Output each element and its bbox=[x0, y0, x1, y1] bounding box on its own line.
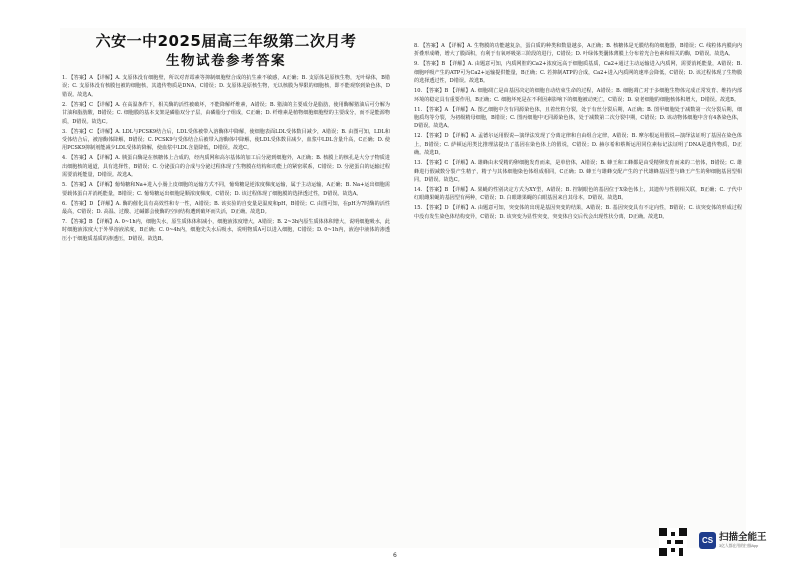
answer-item: 11. 【答案】A 【详解】A. 图乙细胞中含有同源染色体，且着丝粒分裂，处于有丝分裂后期，A正确；B. 图甲细胞处于减数第一次分裂后期，细胞质均等分裂，为初级精母细胞，B错误；C. 图丙细胞中无同源染色体，处于减数第二次分裂中期，C错误；D. 该动物体细胞中含有4条染色体，D错误。故选A。 bbox=[414, 106, 742, 130]
answer-item: 4. 【答案】A 【详解】A. 胰蛋白酶是在核糖体上合成的，经内质网和高尔基体的加工后分泌到细胞外，A正确；B. 核膜上的核孔是大分子物质进出细胞核的通道，具有选择性，B错误；C. 分泌蛋白的合成与分泌过程体现了生物膜在结构和功能上的紧密联系，C错误；D. 分泌蛋白的运输过程需要消耗能量，D错误。故选A。 bbox=[62, 155, 390, 179]
scanner-logo-icon: CS bbox=[699, 532, 716, 549]
answer-item: 6. 【答案】D 【详解】A. 酶的催化具有高效性和专一性，A错误；B. 该实验的自变量是温度和pH，B错误；C. 由图可知，在pH为7时酶的活性最高，C错误；D. 高温、过酸、过碱都会使酶的空间结构遭到破坏而失活，D正确。故选D。 bbox=[62, 200, 390, 216]
left-column bbox=[62, 28, 390, 245]
answer-item: 1. 【答案】A 【详解】A. 支原体没有细胞壁，所以对青霉素等抑制细胞壁合成的抗生素不敏感，A正确；B. 支原体是原核生物，无叶绿体，B错误；C. 支原体没有核膜包被的细胞核，其遗传物质是DNA，C错误；D. 支原体是原核生物，无以核膜为界限的细胞核，即不能观察到染色体，D错误。故选A。 bbox=[62, 75, 390, 98]
answer-item: 8. 【答案】A 【详解】A. 生物膜的功能越复杂，蛋白质的种类和数量越多，A正确；B. 核糖体是无膜结构的细胞器，B错误；C. 线粒体内膜向内折叠形成嵴，增大了膜面积，有利于有氧呼吸第三阶段的进行，C错误；D. 叶绿体类囊体薄膜上分布着光合色素和相关的酶，D错误。故选A。 bbox=[414, 43, 742, 58]
answer-item: 10. 【答案】B 【详解】A. 细胞凋亡是由基因决定的细胞自动结束生命的过程，A错误；B. 细胞凋亡对于多细胞生物体完成正常发育、维持内部环境的稳定具有重要作用，B正确；C. 细胞坏死是在不利因素影响下的细胞被动死亡，C错误；D. 衰老细胞的细胞核体积增大，D错误。故选B。 bbox=[414, 88, 742, 103]
qr-code-icon bbox=[659, 528, 687, 556]
answer-sheet-page bbox=[60, 28, 746, 548]
answer-item: 7. 【答案】B 【详解】A. 0~1h内，细胞失水，原生质体体积减小，细胞液浓度增大，A错误；B. 2~3h内原生质体体积增大，说明细胞吸水，此时细胞液浓度大于外界溶液浓度，B正确；C. 0~4h内，细胞先失水后吸水，说明物质A可以进入细胞，C错误；D. 0~1h内，液泡中液体的渗透压小于细胞质基质的渗透压，D错误。故选B。 bbox=[62, 219, 390, 242]
answer-item: 2. 【答案】C 【详解】A. 在高温条件下，相关酶的活性被破坏，不能降解纤维素，A错误；B. 猪油的主要成分是脂肪，使用酶解猪油后可分解为甘油和脂肪酸，B错误；C. 细胞膜的基本支架是磷脂双分子层，由磷脂分子组成，C正确；D. 纤维素是植物细胞细胞壁的主要成分，而不是能源物质，D错误。故选C。 bbox=[62, 101, 390, 125]
answer-item: 12. 【答案】D 【详解】A. 孟德尔运用假说—演绎法发现了分离定律和自由组合定律，A错误；B. 摩尔根运用假说—演绎法证明了基因在染色体上，B错误；C. 萨顿运用类比推理法提出了基因在染色体上的假说，C错误；D. 赫尔希和蔡斯运用同位素标记法证明了DNA是遗传物质，D正确。故选D。 bbox=[414, 133, 742, 157]
answer-item: 13. 【答案】C 【详解】A. 雄蜂由未受精的卵细胞发育而来，是单倍体，A错误；B. 蜂王和工蜂都是由受精卵发育而来的二倍体，B错误；C. 雄蜂进行假减数分裂产生精子，精子与其体细胞染色体组成相同，C正确；D. 蜂王与雄蜂交配产生的子代雄蜂基因型与蜂王产生的卵细胞基因型相同，D错误。故选C。 bbox=[414, 160, 742, 184]
answer-item: 14. 【答案】B 【详解】A. 果蝇的性别决定方式为XY型，A错误；B. 控制眼色的基因位于X染色体上，其遗传与性别相关联，B正确；C. 子代中红眼雌果蝇的基因型有两种，C错误；D. 白眼雄果蝇的白眼基因来自其母本，D错误。故选B。 bbox=[414, 187, 742, 202]
left-answer-list bbox=[62, 74, 390, 243]
answer-item: 5. 【答案】A 【详解】葡萄糖和Na+进入小肠上皮细胞的运输方式不同，葡萄糖是逆浓度梯度运输，属于主动运输，A正确；B. Na+运出细胞需要载体蛋白并消耗能量，B错误；C. 葡萄糖运出细胞是顺浓度梯度，C错误；D. 该过程体现了细胞膜的选择透过性，D错误。故选A。 bbox=[62, 182, 390, 197]
answer-item: 9. 【答案】B 【详解】A. 由题意可知，内质网腔的Ca2+浓度远高于细胞质基质，Ca2+通过主动运输进入内质网，需要消耗能量，A错误；B. 细胞呼吸产生的ATP可为Ca2+运输提供能量，B正确；C. 若抑制ATP的合成，Ca2+进入内质网的速率会降低，C错误；D. 该过程体现了生物膜的选择透过性，D错误。故选B。 bbox=[414, 61, 742, 85]
answer-item: 15. 【答案】D 【详解】A. 由题意可知，突变体的出现是基因突变的结果，A错误；B. 基因突变具有不定向性，B错误；C. 该突变体的形成过程中没有发生染色体结构变异，C错误；D. 该突变为显性突变，突变体自交后代会出现性状分离，D正确。故选D。 bbox=[414, 205, 742, 220]
right-column bbox=[414, 42, 742, 223]
scanner-app-name: 扫描全能王 bbox=[719, 532, 767, 543]
scanner-watermark bbox=[659, 528, 795, 558]
scanner-tagline: 3亿人都在用的扫描App bbox=[719, 544, 759, 548]
answer-item: 3. 【答案】C 【详解】A. LDL与PCSK9结合后，LDL受体被带入溶酶体中降解，使细胞表面LDL受体数目减少，A错误；B. 由图可知，LDL和受体结合后，被溶酶体降解，B错误；C. PCSK9与受体结合后被带入溶酶体中降解，使LDL受体数目减少，血浆中LDL含量升高，C正确；D. 使用PCSK9抑制剂能减少LDL受体的降解，使血浆中LDL含量降低，D错误。故选C。 bbox=[62, 128, 390, 152]
page-number: 6 bbox=[393, 552, 397, 559]
doc-title: 生物试卷参考答案 bbox=[166, 53, 286, 69]
school-title: 六安一中2025届高三年级第二次月考 bbox=[95, 32, 357, 50]
right-answer-list bbox=[414, 42, 742, 221]
